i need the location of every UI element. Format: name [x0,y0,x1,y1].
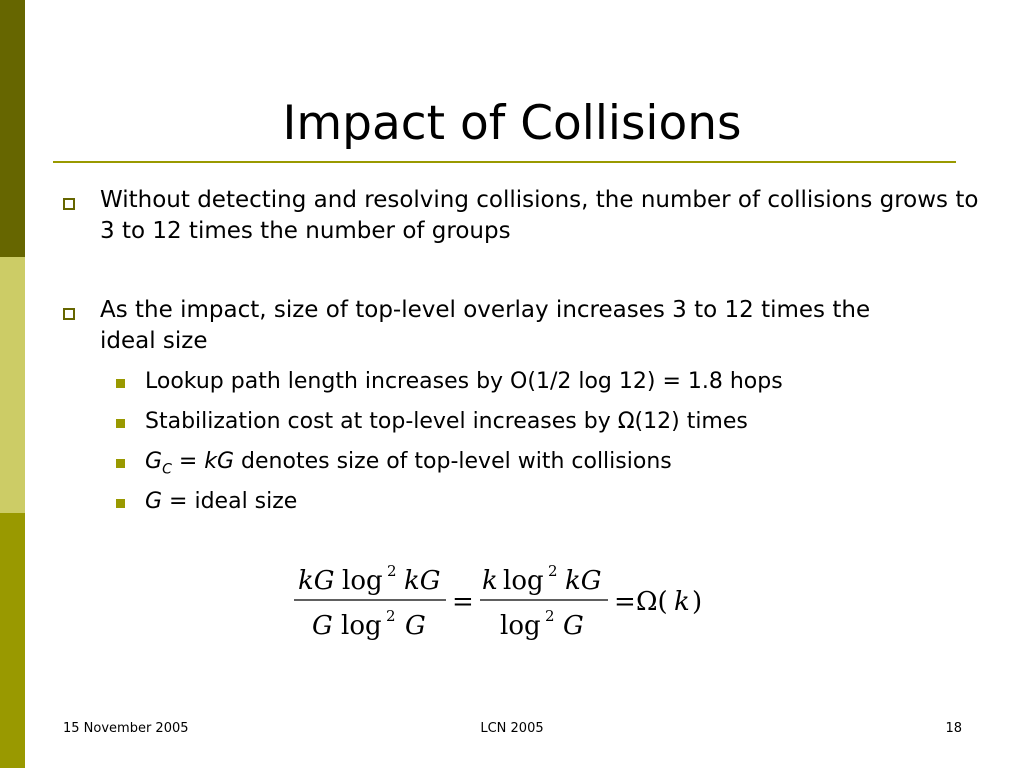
formula-num2-exp: 2 [548,562,558,580]
formula-close-paren: ) [692,587,703,617]
bullet-2: As the impact, size of top-level overlay increases 3 to 12 times the ideal size [100,297,871,354]
formula-den1-G: G [312,611,333,641]
bullet-1: Without detecting and resolving collisions, the number of collisions grows to 3 to 12 times the number of groups [100,187,979,244]
formula-den2-G: G [563,611,584,641]
sub-bullet-square-icon [116,459,125,468]
formula-den1-exp: 2 [386,607,396,625]
formula-num1-log: log [342,566,383,596]
formula-num1-kG: kG [298,566,335,596]
footer-center-label: LCN 2005 [480,721,544,736]
sidebar-band-light [0,257,25,513]
formula-den1-log: log [341,611,382,641]
sub-bullet-square-icon [116,419,125,428]
sub-bullet-square-icon [116,499,125,508]
sub-bullet-2: Stabilization cost at top-level increases by Ω(12) times [145,409,748,434]
formula-equals-2: = [614,587,636,617]
sub-bullet-1: Lookup path length increases by O(1/2 log 12) = 1.8 hops [145,369,783,394]
formula-num1-kG2: kG [404,566,441,596]
formula-equals-1: = [452,587,474,617]
formula-num2-log: log [503,566,544,596]
formula-omega: Ω( [636,587,668,617]
formula-result-k: k [674,587,690,617]
formula-den2-log: log [500,611,541,641]
footer-date: 15 November 2005 [63,721,189,736]
formula-num2-kG: kG [565,566,602,596]
sub-bullet-4: G = ideal size [145,489,298,514]
formula-den2-exp: 2 [545,607,555,625]
bullet-square-icon [63,198,75,210]
formula-num2-k: k [482,566,498,596]
sub-bullet-3: $G_C$ = kG denotes size of top-level with collisions [145,449,672,478]
collision-formula [290,560,720,645]
slide-title: Impact of Collisions [282,96,742,151]
title-underline [53,161,956,163]
formula-num1-exp: 2 [387,562,397,580]
footer-page-number: 18 [945,721,962,736]
sub-bullet-square-icon [116,379,125,388]
bullet-square-icon [63,308,75,320]
formula-den1-G2: G [405,611,426,641]
